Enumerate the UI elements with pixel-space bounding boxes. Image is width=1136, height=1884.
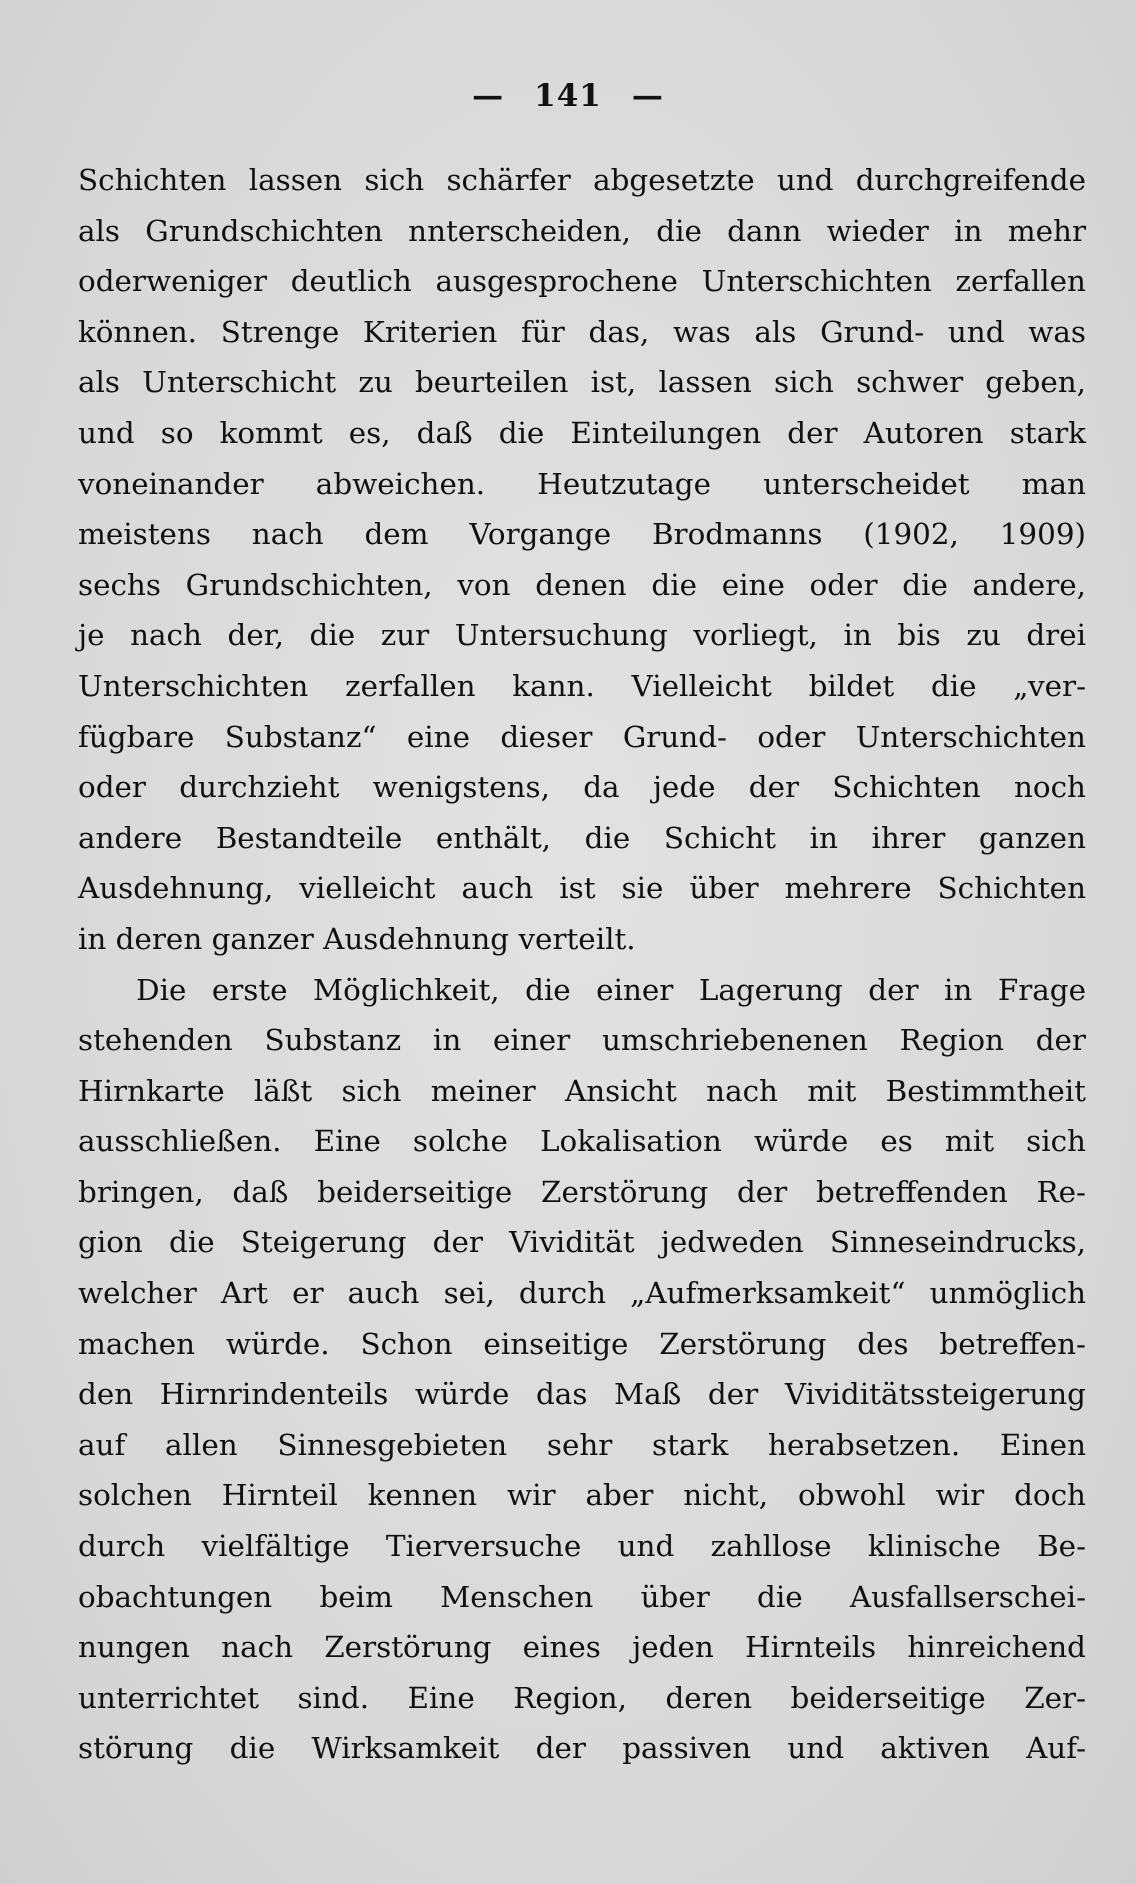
text-line: Ausdehnung, vielleicht auch ist sie über mehrere Schichten: [78, 871, 1086, 906]
text-line: stehenden Substanz in einer umschriebenenen Region der: [78, 1023, 1086, 1058]
page-number-header: [0, 78, 1136, 114]
text-line: meistens nach dem Vorgange Brodmanns (1902, 1909): [78, 517, 1086, 552]
text-line: in deren ganzer Ausdehnung verteilt.: [78, 921, 636, 956]
text-line: den Hirnrindenteils würde das Maß der Vividitätssteigerung: [78, 1377, 1086, 1412]
text-line: machen würde. Schon einseitige Zerstörung des betreffen-: [78, 1326, 1086, 1361]
text-line: voneinander abweichen. Heutzutage unterscheidet man: [78, 466, 1086, 501]
text-line: Schichten lassen sich schärfer abgesetzte und durchgreifende: [78, 163, 1086, 197]
text-line: als Unterschicht zu beurteilen ist, lassen sich schwer geben,: [78, 365, 1086, 400]
text-line: ausschließen. Eine solche Lokalisation würde es mit sich: [78, 1124, 1086, 1159]
page-number-dash-right: —: [631, 78, 664, 114]
body-text: [78, 155, 1086, 1774]
text-line: und so kommt es, daß die Einteilungen der Autoren stark: [78, 415, 1086, 450]
page-number-dash-left: —: [472, 78, 505, 114]
text-line: bringen, daß beiderseitige Zerstörung der betreffenden Re-: [78, 1174, 1086, 1209]
paragraph-1: [78, 155, 1086, 965]
text-line: solchen Hirnteil kennen wir aber nicht, obwohl wir doch: [78, 1478, 1086, 1513]
text-line: Die erste Möglichkeit, die einer Lagerung der in Frage: [136, 972, 1086, 1007]
paragraph-2: [78, 965, 1086, 1775]
text-line: gion die Steigerung der Vividität jedweden Sinneseindrucks,: [78, 1225, 1086, 1260]
text-line: andere Bestandteile enthält, die Schicht in ihrer ganzen: [78, 820, 1086, 855]
text-line: unterrichtet sind. Eine Region, deren beiderseitige Zer-: [78, 1680, 1086, 1715]
text-line: obachtungen beim Menschen über die Ausfallserschei-: [78, 1579, 1086, 1614]
text-line: Hirnkarte läßt sich meiner Ansicht nach mit Bestimmtheit: [78, 1073, 1086, 1108]
text-line: nungen nach Zerstörung eines jeden Hirnteils hinreichend: [78, 1630, 1086, 1665]
text-line: als Grundschichten nnterscheiden, die dann wieder in mehr: [78, 213, 1086, 248]
text-line: oderweniger deutlich ausgesprochene Unterschichten zerfallen: [78, 264, 1086, 299]
text-line: auf allen Sinnesgebieten sehr stark herabsetzen. Einen: [78, 1427, 1086, 1462]
text-line: störung die Wirksamkeit der passiven und aktiven Auf-: [78, 1731, 1086, 1766]
text-line: sechs Grundschichten, von denen die eine oder die andere,: [78, 567, 1086, 602]
text-line: oder durchzieht wenigstens, da jede der Schichten noch: [78, 770, 1086, 805]
text-line: fügbare Substanz“ eine dieser Grund- oder Unterschichten: [78, 719, 1086, 754]
text-line: Unterschichten zerfallen kann. Vielleicht bildet die „ver-: [78, 668, 1086, 703]
page-number: 141: [534, 78, 602, 114]
text-line: welcher Art er auch sei, durch „Aufmerksamkeit“ unmöglich: [78, 1276, 1086, 1311]
text-line: können. Strenge Kriterien für das, was als Grund- und was: [78, 314, 1086, 349]
text-line: durch vielfältige Tierversuche und zahllose klinische Be-: [78, 1529, 1086, 1564]
text-line: je nach der, die zur Untersuchung vorliegt, in bis zu drei: [78, 618, 1086, 653]
